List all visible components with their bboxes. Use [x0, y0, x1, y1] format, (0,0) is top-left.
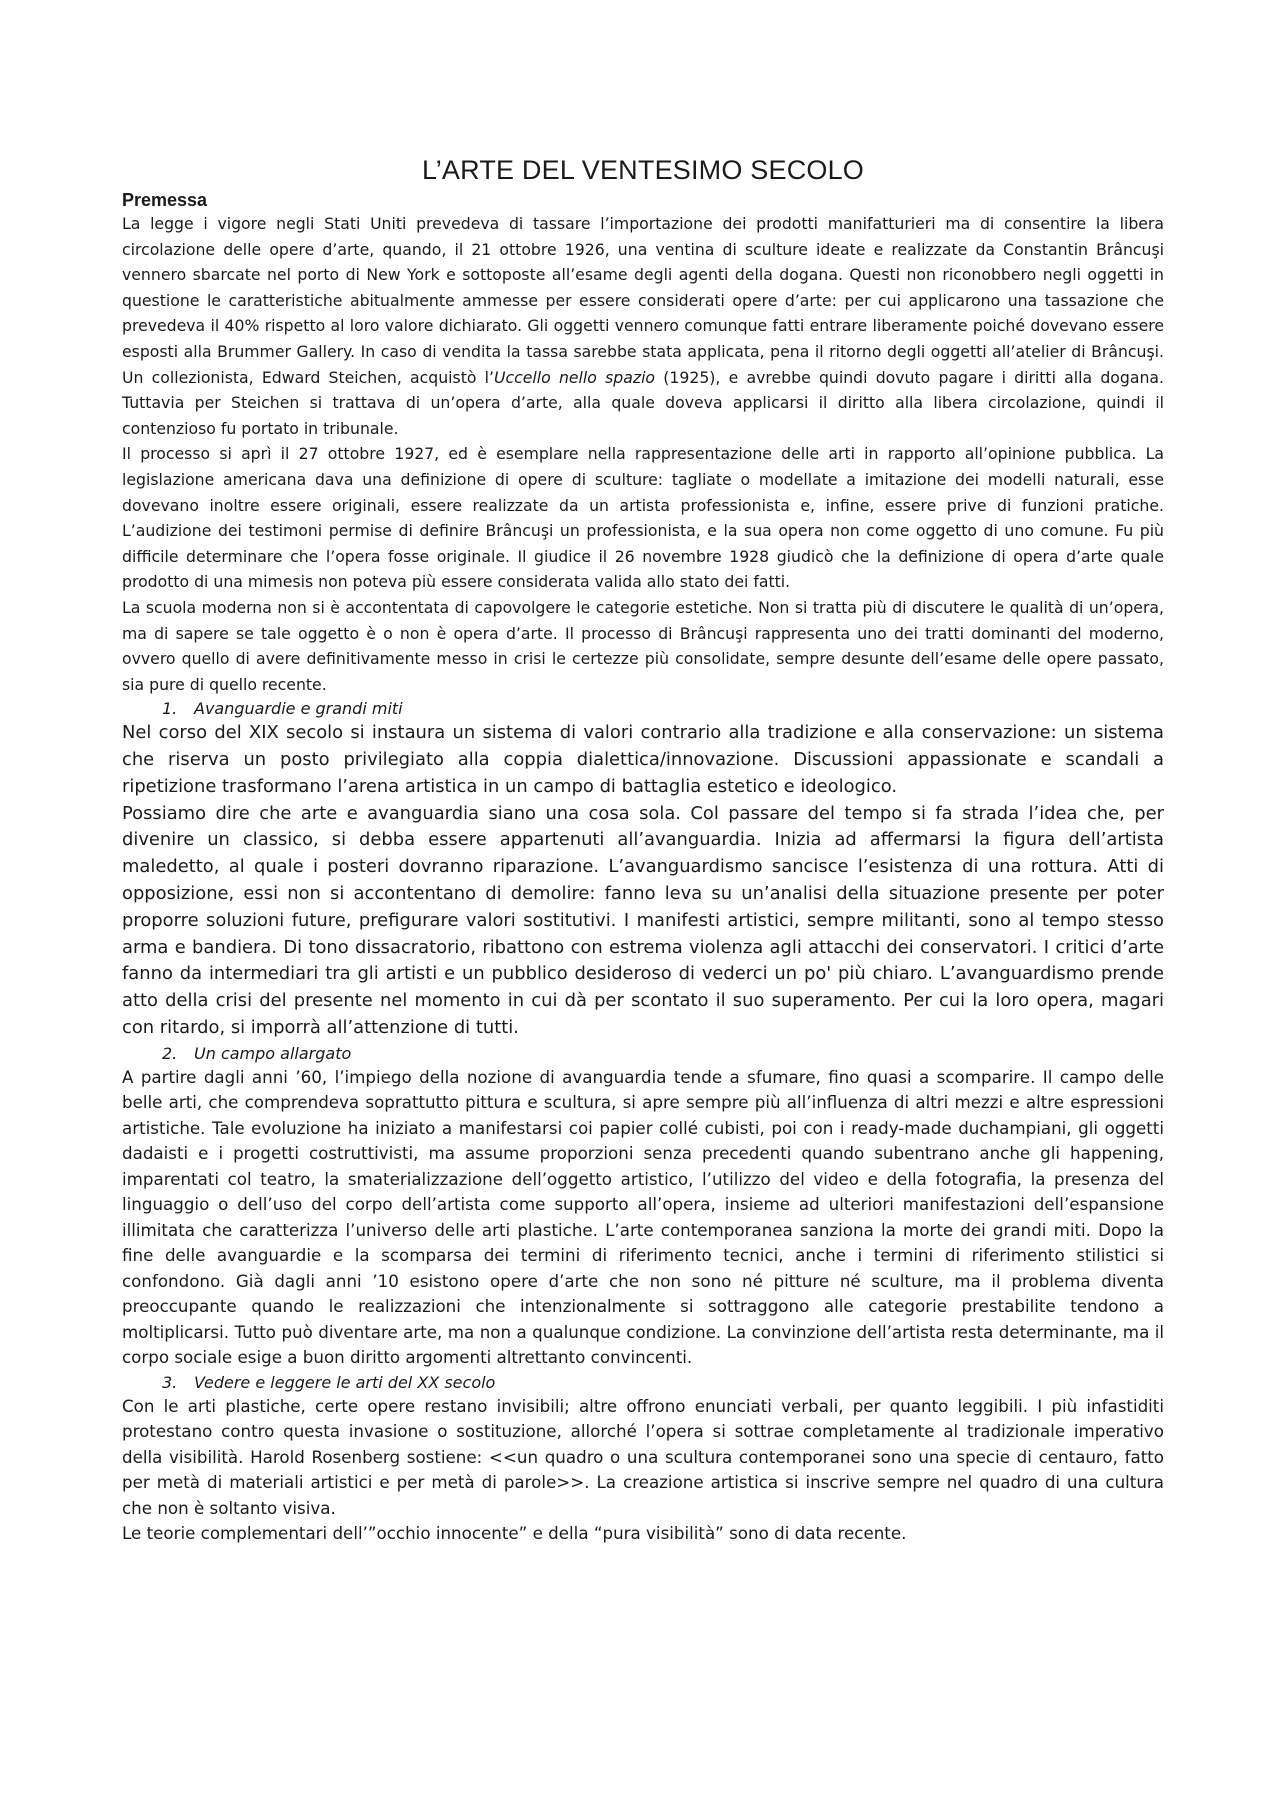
section-2-paragraph-1: A partire dagli anni ’60, l’impiego della nozione di avanguardia tende a sfumare, fino quasi a scomparire. Il campo delle belle arti, che comprendeva soprattutto pittura e scultura, si apre sempre più all’influenza di altri mezzi e altre espressioni artistiche. Tale evoluzione ha iniziato a manifestarsi coi papier collé cubisti, poi con i ready-made duchampiani, gli oggetti dadaisti e i progetti costruttivisti, ma assume proporzioni senza precedenti quando subentrano anche gli happening, imparentati col teatro, la smaterializzazione dell’oggetto artistico, l’utilizzo del video e della fotografia, la presenza del linguaggio o dell’uso del corpo dell’artista come supporto all’opera, insieme ad ulteriori manifestazioni dell’espansione illimitata che caratterizza l’universo delle arti plastiche. L’arte contemporanea sanziona la morte dei grandi miti. Dopo la fine delle avanguardie e la scomparsa dei termini di riferimento tecnici, anche i termini di riferimento stilistici si confondono. Già dagli anni ’10 esistono opere d’arte che non sono né pitture né sculture, ma il problema diventa preoccupante quando le realizzazioni che intenzionalmente si sottraggono alle categorie prestabilite tendono a moltiplicarsi. Tutto può diventare arte, ma non a qualunque condizione. La convinzione dell’artista resta determinante, ma il corpo sociale esige a buon diritto argomenti altrettanto convincenti.	[122, 1066, 1164, 1368]
section-3-title: Vedere e leggere le arti del XX secolo	[194, 1372, 496, 1392]
section-3-paragraph-2: Le teorie complementari dell’”occhio innocente” e della “pura visibilità” sono di data recente.	[122, 1523, 907, 1544]
section-1-paragraph-1: Nel corso del XIX secolo si instaura un sistema di valori contrario alla tradizione e alla conservazione: un sistema che riserva un posto privilegiato alla coppia dialettica/innovazione. Discussioni appassionate e scandali a ripetizione trasformano l’arena artistica in un campo di battaglia estetico e ideologico.	[122, 722, 1164, 797]
section-3-number: 3.	[162, 1372, 178, 1392]
document-page	[122, 155, 1164, 1547]
premessa-paragraph-1	[122, 211, 1164, 441]
section-1-paragraph-2: Possiamo dire che arte e avanguardia siano una cosa sola. Col passare del tempo si fa strada l’idea che, per divenire un classico, si debba essere appartenuti all’avanguardia. Inizia ad affermarsi la figura dell’artista maledetto, al quale i posteri dovranno riparazione. L’avanguardismo sancisce l’esistenza di una rottura. Atti di opposizione, essi non si accontentano di demolire: fanno leva su un’analisi della situazione presente per poter proporre soluzioni future, prefigurare valori sostitutivi. I manifesti artistici, sempre militanti, sono al tempo stesso arma e bandiera. Di tono dissacratorio, ribattono con estrema violenza agli attacchi dei conservatori. I critici d’arte fanno da intermediari tra gli artisti e un pubblico desideroso di vederci un po' più chiaro. L’avanguardismo prende atto della crisi del presente nel momento in cui dà per scontato il suo superamento. Per cui la loro opera, magari con ritardo, si imporrà all’attenzione di tutti.	[122, 802, 1164, 1039]
premessa-paragraph-2: Il processo si aprì il 27 ottobre 1927, ed è esemplare nella rappresentazione delle arti in rapporto all’opinione pubblica. La legislazione americana dava una definizione di opere di sculture: tagliate o modellate a imitazione dei modelli naturali, esse dovevano inoltre essere originali, essere realizzate da un artista professionista e, infine, essere prive di funzioni pratiche. L’audizione dei testimoni permise di definire Brâncuşi un professionista, e la sua opera non come oggetto di uno comune. Fu più difficile determinare che l’opera fosse originale. Il giudice il 26 novembre 1928 giudicò che la definizione di opera d’arte quale prodotto di una mimesis non poteva più essere considerata valida allo stato dei fatti.	[122, 444, 1164, 592]
premessa-paragraph-1-tail: (1925), e avrebbe quindi dovuto pagare i diritti alla dogana. Tuttavia per Steichen si trattava di un’opera d’arte, alla quale doveva applicarsi il diritto alla libera circolazione, quindi il contenzioso fu portato in tribunale.	[122, 367, 1164, 438]
section-2-title: Un campo allargato	[194, 1043, 352, 1063]
premessa-paragraph-3: La scuola moderna non si è accontentata di capovolgere le categorie estetiche. Non si tratta più di discutere le qualità di un’opera, ma di sapere se tale oggetto è o non è opera d’arte. Il processo di Brâncuşi rappresenta uno dei tratti dominanti del moderno, ovvero quello di avere definitivamente messo in crisi le certezze più consolidate, sempre desunte dell’esame delle opere passato, sia pure di quello recente.	[122, 597, 1164, 694]
section-1-number: 1.	[162, 699, 178, 719]
document-title: L’ARTE DEL VENTESIMO SECOLO	[421, 155, 865, 185]
artwork-title: Uccello nello spazio	[494, 367, 656, 387]
premessa-heading: Premessa	[122, 190, 208, 210]
premessa-paragraph-1-text: La legge i vigore negli Stati Uniti prevedeva di tassare l’importazione dei prodotti manifatturieri ma di consentire la libera circolazione delle opere d’arte, quando, il 21 ottobre 1926, una ventina di sculture ideate e realizzate da Constantin Brâncuşi vennero sbarcate nel porto di New York e sottoposte all’esame degli agenti della dogana. Questi non riconobbero negli oggetti in questione le caratteristiche abitualmente ammesse per essere considerati opere d’arte: per cui applicarono una tassazione che prevedeva il 40% rispetto al loro valore dichiarato. Gli oggetti vennero comunque fatti entrare liberamente poiché dovevano essere esposti alla Brummer Gallery. In caso di vendita la tassa sarebbe stata applicata, pena il ritorno degli oggetti all’atelier di Brâncuşi. Un collezionista, Edward Steichen, acquistò l’	[122, 214, 1164, 387]
section-1-heading	[122, 697, 1164, 720]
section-2-number: 2.	[162, 1043, 178, 1063]
section-3-heading	[122, 1371, 1164, 1394]
section-1-title: Avanguardie e grandi miti	[194, 699, 403, 719]
section-2-heading	[122, 1042, 1164, 1065]
section-3-paragraph-1: Con le arti plastiche, certe opere restano invisibili; altre offrono enunciati verbali, per quanto leggibili. I più infastiditi protestano contro questa invasione o sostituzione, allorché l’opera si sottrae completamente al tradizionale imperativo della visibilità. Harold Rosenberg sostiene: <<un quadro o una scultura contemporanei sono una specie di centauro, fatto per metà di materiali artistici e per metà di parole>>. La creazione artistica si inscrive sempre nel quadro di una cultura che non è soltanto visiva.	[122, 1395, 1164, 1518]
